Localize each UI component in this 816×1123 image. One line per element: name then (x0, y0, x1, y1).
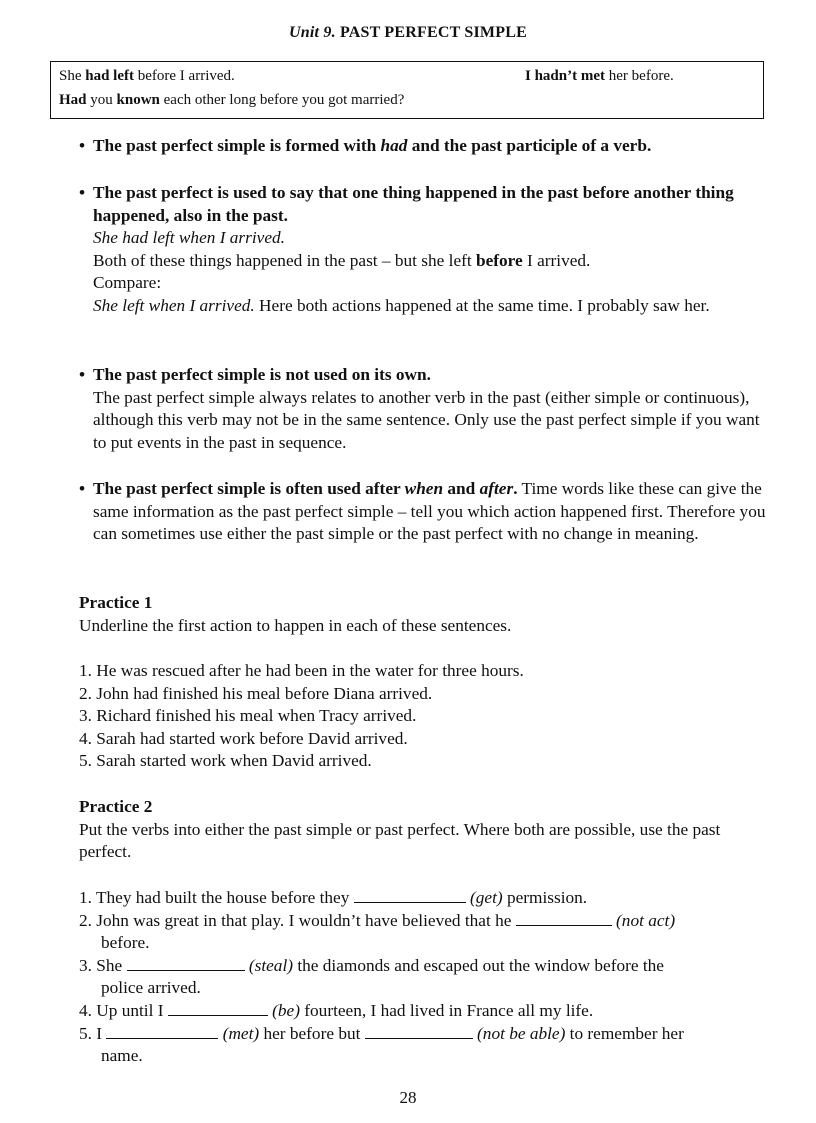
rule-2-heading: The past perfect is used to say that one thing happened in the past before another thing happened, also in the past. (93, 183, 734, 225)
rule-2-compare: Compare: (93, 273, 162, 293)
answer-blank[interactable] (106, 1024, 218, 1039)
practice-1-instruction: Underline the first action to happen in each of these sentences. (79, 615, 512, 635)
exercise-item-4: 4. Up until I (be) fourteen, I had lived in France all my life. (79, 1000, 594, 1020)
exercise-item-2: 2. John was great in that play. I wouldn’t have believed that he (not act) (79, 910, 676, 930)
exercise-item-3: 3. She (steal) the diamonds and escaped out the window before the (79, 955, 664, 975)
answer-blank[interactable] (365, 1024, 473, 1039)
example-line-1: She had left before I arrived. (59, 68, 235, 84)
bullet-icon: • (79, 479, 86, 498)
answer-blank[interactable] (516, 911, 612, 926)
rule-3-text: The past perfect simple always relates to another verb in the past (either simple or continuous), although this verb may not be in the same sentence. Only use the past perfect simple if you want to put events in the past in sequence. (93, 387, 760, 452)
exercise-item-3-cont: police arrived. (101, 978, 201, 998)
rule-3 (79, 364, 769, 454)
answer-blank[interactable] (168, 1001, 268, 1016)
rule-2-text: Both of these things happened in the past – but she left before I arrived. (93, 250, 591, 270)
rule-4-heading: The past perfect simple is often used after when and after. (93, 479, 518, 498)
exercise-item-5: 5. I (met) her before but (not be able) to remember her (79, 1023, 684, 1043)
rule-2 (79, 182, 769, 318)
practice-2-title: Practice 2 (79, 797, 153, 816)
rule-4-text: Time words like these can give the same information as the past perfect simple – tell you which action happened first. Therefore you can sometimes use either the past simple or the past perfect with no change in meaning. (93, 479, 766, 544)
exercise-item-5-cont: name. (101, 1046, 143, 1066)
practice-1 (79, 592, 769, 637)
rule-1: • The past perfect simple is formed with had and the past participle of a verb. (79, 135, 769, 158)
answer-blank[interactable] (354, 888, 466, 903)
rule-2-text-2: She left when I arrived. Here both actions happened at the same time. I probably saw her. (93, 295, 710, 315)
exercise-item-1: 1. They had built the house before they (get) permission. (79, 888, 588, 907)
practice-2 (79, 796, 769, 864)
bullet-icon: • (79, 183, 86, 202)
unit-title: PAST PERFECT SIMPLE (340, 24, 527, 41)
unit-label: Unit 9. (289, 24, 336, 41)
page-number: 28 (399, 1088, 417, 1107)
list-item: 4. Sarah had started work before David arrived. (79, 728, 408, 748)
bullet-icon: • (79, 136, 86, 155)
example-line-3: Had you known each other long before you got married? (59, 92, 405, 108)
page-title (0, 24, 816, 42)
practice-2-instruction: Put the verbs into either the past simple or past perfect. Where both are possible, use the past perfect. (79, 819, 721, 862)
rule-3-heading: The past perfect simple is not used on its own. (93, 365, 431, 384)
list-item: 1. He was rescued after he had been in the water for three hours. (79, 661, 524, 680)
examples-box (50, 61, 764, 119)
exercise-item-2-cont: before. (101, 933, 150, 953)
bullet-icon: • (79, 365, 86, 384)
answer-blank[interactable] (127, 956, 245, 971)
list-item: 3. Richard finished his meal when Tracy arrived. (79, 706, 417, 726)
example-line-2: I hadn’t met her before. (525, 68, 674, 84)
rule-4 (79, 478, 769, 546)
rule-2-example: She had left when I arrived. (93, 228, 285, 248)
list-item: 5. Sarah started work when David arrived. (79, 751, 372, 771)
practice-2-exercises (79, 887, 769, 1068)
practice-1-list (79, 660, 769, 773)
practice-1-title: Practice 1 (79, 593, 153, 612)
list-item: 2. John had finished his meal before Diana arrived. (79, 683, 433, 703)
